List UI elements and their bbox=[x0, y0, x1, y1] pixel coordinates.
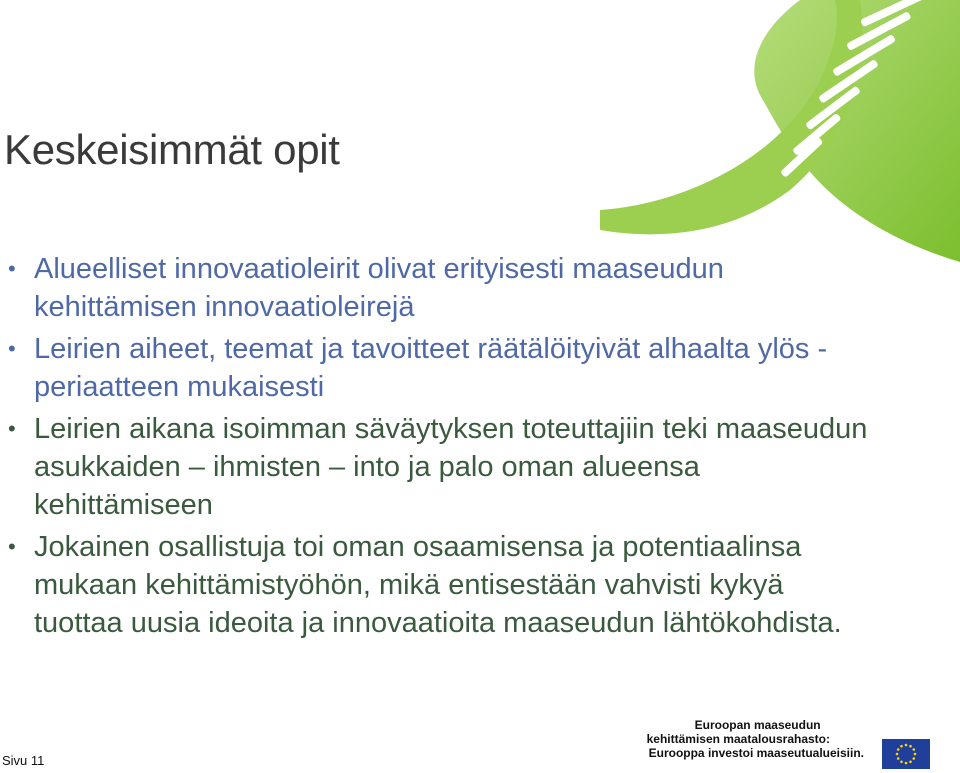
bullet-item bbox=[0, 528, 880, 642]
bullet-item bbox=[0, 250, 880, 326]
bullet-list bbox=[0, 250, 880, 646]
funding-line-2: kehittämisen maatalousrahasto: bbox=[646, 732, 831, 746]
bullet-text: Alueelliset innovaatioleirit olivat erityisesti maaseudun kehittämisen innovaatioleirejä bbox=[34, 253, 724, 323]
eu-flag-icon bbox=[882, 739, 930, 769]
bullet-text: Jokainen osallistuja toi oman osaamisensa ja potentiaalinsa mukaan kehittämistyöhön, mikä entisestään vahvisti kykyä tuottaa uusia ideoita ja innovaatioita maaseudun lähtökohdista. bbox=[34, 531, 842, 639]
eu-star-icon bbox=[909, 760, 912, 763]
bullet-item bbox=[0, 410, 880, 524]
page-number: Sivu 11 bbox=[2, 753, 45, 768]
eu-star-icon bbox=[896, 753, 899, 756]
slide-title: Keskeisimmät opit bbox=[4, 126, 340, 173]
bullet-item bbox=[0, 330, 880, 406]
eu-star-icon bbox=[905, 744, 908, 747]
bullet-dot-icon: • bbox=[8, 534, 16, 559]
eu-star-icon bbox=[897, 757, 900, 760]
eu-star-icon bbox=[900, 745, 903, 748]
bullet-dot-icon: • bbox=[8, 416, 16, 441]
eu-star-icon bbox=[905, 762, 908, 765]
funding-text bbox=[647, 718, 864, 760]
eu-star-icon bbox=[900, 760, 903, 763]
bullet-dot-icon: • bbox=[8, 336, 16, 361]
eu-star-icon bbox=[897, 748, 900, 751]
bullet-text: Leirien aikana isoimman säväytyksen toteuttajiin teki maaseudun asukkaiden – ihmisten – into ja palo oman alueensa kehittämiseen bbox=[34, 413, 868, 521]
bullet-text: Leirien aiheet, teemat ja tavoitteet räätälöityivät alhaalta ylös -periaatteen mukaisesti bbox=[34, 333, 828, 403]
eu-star-icon bbox=[909, 745, 912, 748]
eu-star-icon bbox=[912, 757, 915, 760]
bullet-dot-icon: • bbox=[8, 256, 16, 281]
eu-star-icon bbox=[914, 753, 917, 756]
funding-line-3: Eurooppa investoi maaseutualueisiin. bbox=[648, 746, 864, 760]
funding-line-1: Euroopan maaseudun bbox=[694, 718, 821, 732]
eu-star-icon bbox=[912, 748, 915, 751]
